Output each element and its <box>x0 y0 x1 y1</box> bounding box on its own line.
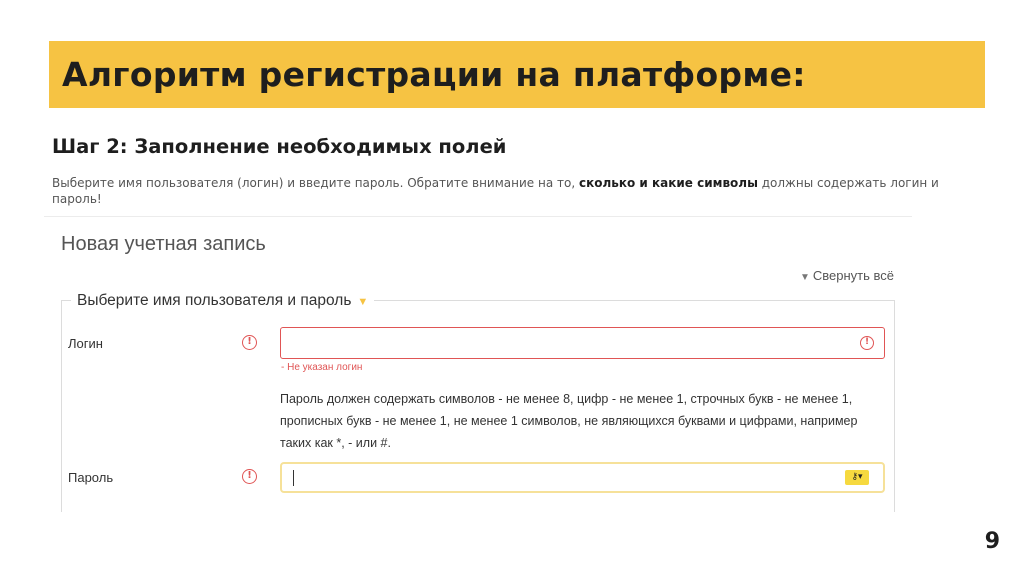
text-cursor <box>293 470 294 486</box>
password-input[interactable] <box>280 462 885 493</box>
page-number: 9 <box>984 529 1000 554</box>
form-title: Новая учетная запись <box>61 233 266 255</box>
screenshot-divider <box>44 216 912 217</box>
password-label: Пароль <box>68 470 114 485</box>
exclamation-circle-icon: ! <box>242 335 257 350</box>
key-icon[interactable]: ⚷▾ <box>845 470 869 485</box>
title-bar <box>49 41 985 108</box>
section-legend[interactable] <box>71 292 374 310</box>
slide-title: Алгоритм регистрации на платформе: <box>62 55 806 94</box>
registration-form-screenshot <box>44 218 912 512</box>
password-hint: Пароль должен содержать символов - не менее 8, цифр - не менее 1, строчных букв - не менее 1, прописных букв - не менее 1, не менее 1 символов, не являющихся буквами и цифрами, например таких как *, - или #. <box>280 392 858 450</box>
exclamation-circle-icon: ! <box>242 469 257 484</box>
triangle-down-icon: ▼ <box>799 272 810 283</box>
section-legend-label: Выберите имя пользователя и пароль <box>77 292 352 309</box>
collapse-all-link[interactable] <box>800 268 894 283</box>
login-label: Логин <box>68 336 103 351</box>
exclamation-circle-icon: ! <box>860 336 874 350</box>
collapse-all-label: Свернуть всё <box>812 268 894 283</box>
login-error-message: - Не указан логин <box>281 362 363 373</box>
login-input[interactable] <box>280 327 885 359</box>
description-text-start: Выберите имя пользователя (логин) и введите пароль. Обратите внимание на то, <box>52 176 579 190</box>
description-emphasis: сколько и какие символы <box>578 176 758 190</box>
step-heading: Шаг 2: Заполнение необходимых полей <box>52 135 507 158</box>
description <box>52 175 982 207</box>
description-text-end: должны содержать логин и пароль! <box>52 176 939 206</box>
chevron-down-icon: ▼ <box>357 296 369 308</box>
